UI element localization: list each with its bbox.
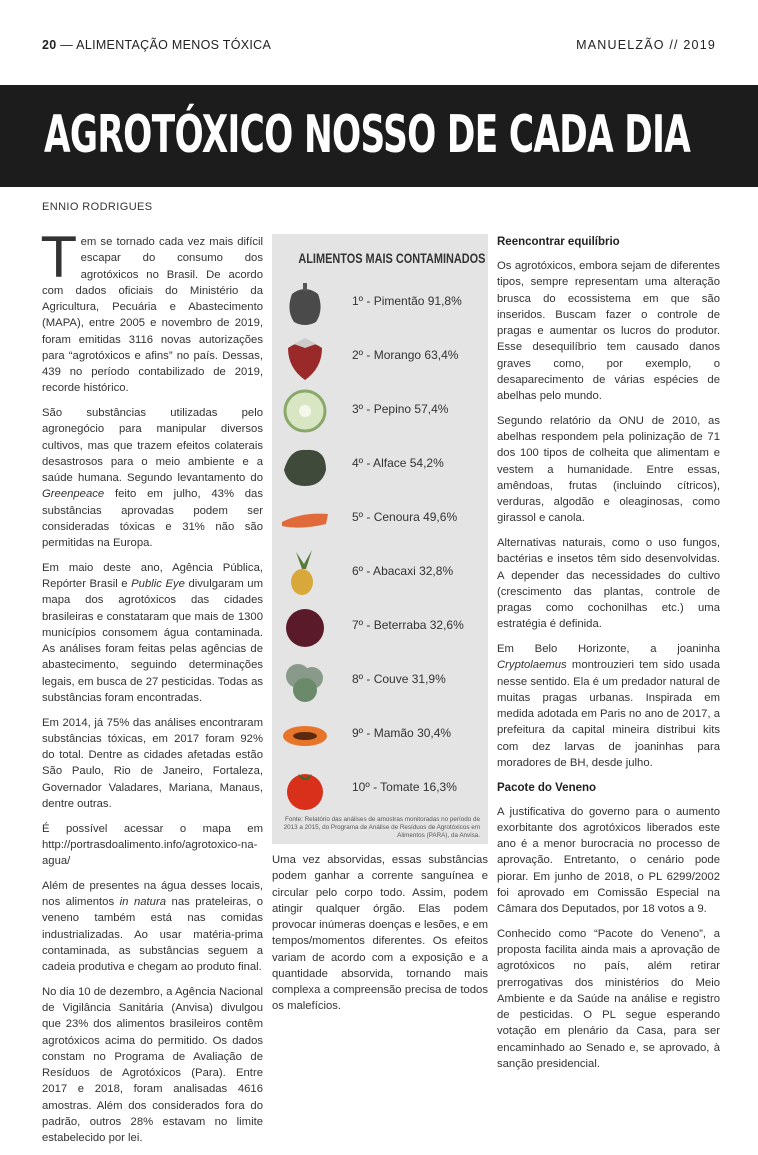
- paragraph: [497, 413, 720, 527]
- ranking-label: 7º - Beterraba 32,6%: [352, 618, 464, 632]
- ranking-item: [272, 710, 488, 760]
- ranking-label: 3º - Pepino 57,4%: [352, 402, 449, 416]
- cauliflower-image: [282, 658, 328, 704]
- text-run: feito em julho, 43% das substâncias aprovadas podem ser consideradas tóxicas e 31% não são permitidas na Europa.: [42, 488, 263, 549]
- ranking-item: [272, 278, 488, 328]
- text-run: Em 2014, já 75% das análises encontraram substâncias tóxicas, em 2017 foram 92% do total. Dentre as cidades afetadas estão São Paulo, Rio de Janeiro, Fortaleza, Governador Valadares, Mariana, Manaus, dentre outras.: [42, 716, 263, 810]
- paragraph: [42, 984, 263, 1147]
- text-run: Segundo relatório da ONU de 2010, as abelhas respondem pela polinização de 71 dos 100 tipos de colheita que alimentam e vestem a humanidade. Entre essas, amêndoas, frutas (incluindo cítricos), verduras, algodão e oleaginosas, como girassol e canola.: [497, 414, 720, 525]
- ranking-label: 1º - Pimentão 91,8%: [352, 294, 462, 308]
- text-run: A justificativa do governo para o aumento exorbitante dos agrotóxicos liberados este ano é a menor burocracia no processo de aprovação. Entretanto, o cenário pode piorar. Em junho de 2018, o PL 6299/2002 foi aprovado em Comissão Especial na Câmara dos Deputados, por 18 votos a 9.: [497, 805, 720, 915]
- italic-text: in natura: [119, 896, 167, 908]
- text-run: nas prateleiras, o veneno também está nas comidas industrializadas. Ao usar matéria-prima contaminada, as substâncias seguem a cadeia produtiva e chegam ao produto final.: [42, 896, 264, 973]
- text-run: Uma vez absorvidas, essas substâncias podem ganhar a corrente sanguínea e circular pelo corpo todo. Assim, podem atingir qualquer órgão. Elas podem provocar inúmeras doenças e lesões, e em tempos/momentos diferentes. Os efeitos variam de acordo com a exposição e a quantidade absorvida, tornando mais complexa a compreensão precisa de todos os malefícios.: [272, 854, 489, 1013]
- text-run: Em Belo Horizonte, a joaninha: [497, 643, 720, 655]
- ranking-label: 6º - Abacaxi 32,8%: [352, 564, 454, 578]
- ranking-label: 5º - Cenoura 49,6%: [352, 510, 458, 524]
- ranking-item: [272, 764, 488, 814]
- paragraph: [272, 852, 488, 1015]
- ranking-label: 4º - Alface 54,2%: [352, 456, 444, 470]
- infographic-title: [272, 250, 488, 266]
- italic-text: Public Eye: [131, 578, 185, 590]
- text-run: São substâncias utilizadas pelo agronegócio para manipular diversos cultivos, mas que trazem efeitos colaterais desastrosos para o meio ambiente e a saúde humana. Segundo levantamento do: [42, 407, 263, 484]
- ranking-label: 9º - Mamão 30,4%: [352, 726, 452, 740]
- paragraph: [497, 804, 720, 918]
- ranking-item: [272, 602, 488, 652]
- drop-cap: T: [42, 226, 76, 290]
- paragraph: [42, 560, 263, 706]
- text-run: Em maio deste ano, Agência Pública, Repórter Brasil e: [42, 561, 263, 590]
- headline: AGROTÓXICO NOSSO DE CADA DIA: [44, 105, 691, 165]
- running-header-left: [42, 38, 271, 52]
- paragraph: [42, 715, 263, 813]
- page-number: 20: [42, 38, 57, 52]
- paragraph: [42, 226, 263, 397]
- paragraph: [497, 535, 720, 633]
- paragraph: [42, 821, 263, 870]
- infographic-box: [272, 234, 488, 844]
- paragraph: [497, 926, 720, 1072]
- paragraph: [497, 641, 720, 771]
- lettuce-image: [282, 442, 328, 488]
- text-run: montrouzieri tem sido usada nesse sentido. Ela é um predador natural de muitas pragas urbanas. Inspirada em medida adotada em Paris no ano de 2017, a prefeitura da capital mineira distribui kits com dez larvas de joaninhas para moradores de BH, desde julho.: [497, 659, 720, 769]
- paragraph: [42, 405, 263, 551]
- article-column-1: [42, 226, 264, 1155]
- section-heading: Pacote do Veneno: [497, 781, 597, 794]
- section-heading: Reencontrar equilíbrio: [497, 236, 620, 248]
- ranking-label: 8º - Couve 31,9%: [352, 672, 446, 686]
- ranking-item: [272, 548, 488, 598]
- ranking-item: [272, 494, 488, 544]
- cucumber-image: [282, 388, 328, 434]
- ranking-item: [272, 440, 488, 490]
- pineapple-image: [282, 550, 328, 596]
- strawberry-image: [282, 334, 328, 380]
- text-run: Os agrotóxicos, embora sejam de diferentes tipos, sempre representam uma alteração brusca do ecossistema em que são inseridos. Buscam fazer o controle de pragas e aumentar os lucros do produtor. Esse desequilíbrio tem causado danos graves como, por exemplo, o desaparecimento de várias espécies de abelhas pelo mundo.: [497, 260, 720, 402]
- publication-name: MANUELZÃO // 2019: [576, 38, 716, 52]
- text-run: em se tornado cada vez mais difícil escapar do consumo dos agrotóxicos no Brasil. De acordo com dados oficiais do Ministério da Agricultura, Pecuária e Abastecimento (MAPA), entre 2005 e novembro de 2019, foram emitidas 3116 novas autorizações para “agrotóxicos e afins” no país. Dessas, 439 no período contabilizado de 2019, recorde histórico.: [42, 236, 263, 395]
- italic-text: Greenpeace: [42, 488, 105, 501]
- bell-pepper-image: [282, 280, 328, 326]
- ranking-item: [272, 656, 488, 706]
- beet-image: [282, 604, 328, 650]
- paragraph: [497, 258, 720, 404]
- article-column-3: [497, 234, 720, 1081]
- text-run: Além de presentes na água desses locais, nos alimentos: [42, 879, 263, 908]
- tomato-image: [282, 766, 328, 812]
- article-column-2: [272, 852, 488, 1015]
- ranking-label: 2º - Morango 63,4%: [352, 348, 459, 362]
- ranking-item: [272, 386, 488, 436]
- infographic-title-text: ALIMENTOS MAIS CONTAMINADOS: [298, 250, 486, 266]
- text-run: divulgaram um mapa dos agrotóxicos das cidades brasileiras e constataram que mais de 1300 municípios consomem água contaminada. As análises foram feitas pelas agências de abastecimento, seguindo determinações legais, em busca de 27 pesticidas. Todas as substâncias foram encontradas.: [42, 578, 263, 704]
- ranking-item: [272, 332, 488, 382]
- text-run: Conhecido como “Pacote do Veneno”, a proposta facilita ainda mais a aprovação de agrotóxicos no país, além retirar prerrogativas dos ministérios do Meio Ambiente e da Saúde na análise e registro de pesticidas. O PL segue esperando votação em plenário da Casa, para ser encaminhado ao Senado e, se aprovado, à sanção presidencial.: [497, 927, 720, 1070]
- section-name: — ALIMENTAÇÃO MENOS TÓXICA: [60, 38, 272, 52]
- italic-text: Cryptolaemus: [497, 659, 567, 672]
- ranking-label: 10º - Tomate 16,3%: [352, 780, 457, 794]
- text-run: No dia 10 de dezembro, a Agência Nacional de Vigilância Sanitária (Anvisa) divulgou que 23% dos alimentos brasileiros contêm agrotóxicos acima do permitido. Os dados constam no Programa de Avaliação de Resíduos de Agrotóxicos (Para). Entre 2017 e 2018, foram analisadas 4616 amostras. Além dos considerados fora do padrão, outros 28% estavam no limite estabelecido por lei.: [42, 985, 263, 1144]
- text-run: Alternativas naturais, como o uso fungos, bactérias e insetos têm sido desenvolvidas. A depender das necessidades do cultivo (crescimento das plantas, controle de pragas como cochonilhas etc.) uma estratégia é definida.: [497, 537, 720, 631]
- carrot-image: [282, 496, 328, 542]
- infographic-source: Fonte: Relatório das análises de amostras monitoradas no período de 2013 a 2015, do Programa de Análise de Resíduos de Agrotóxicos em Alimentos (PARA), da Anvisa.: [283, 816, 480, 839]
- text-run: É possível acessar o mapa em http://portrasdoalimento.info/agrotoxico-na-agua/: [42, 822, 263, 867]
- paragraph: [42, 878, 263, 976]
- papaya-image: [282, 712, 328, 758]
- byline: ENNIO RODRIGUES: [42, 201, 153, 213]
